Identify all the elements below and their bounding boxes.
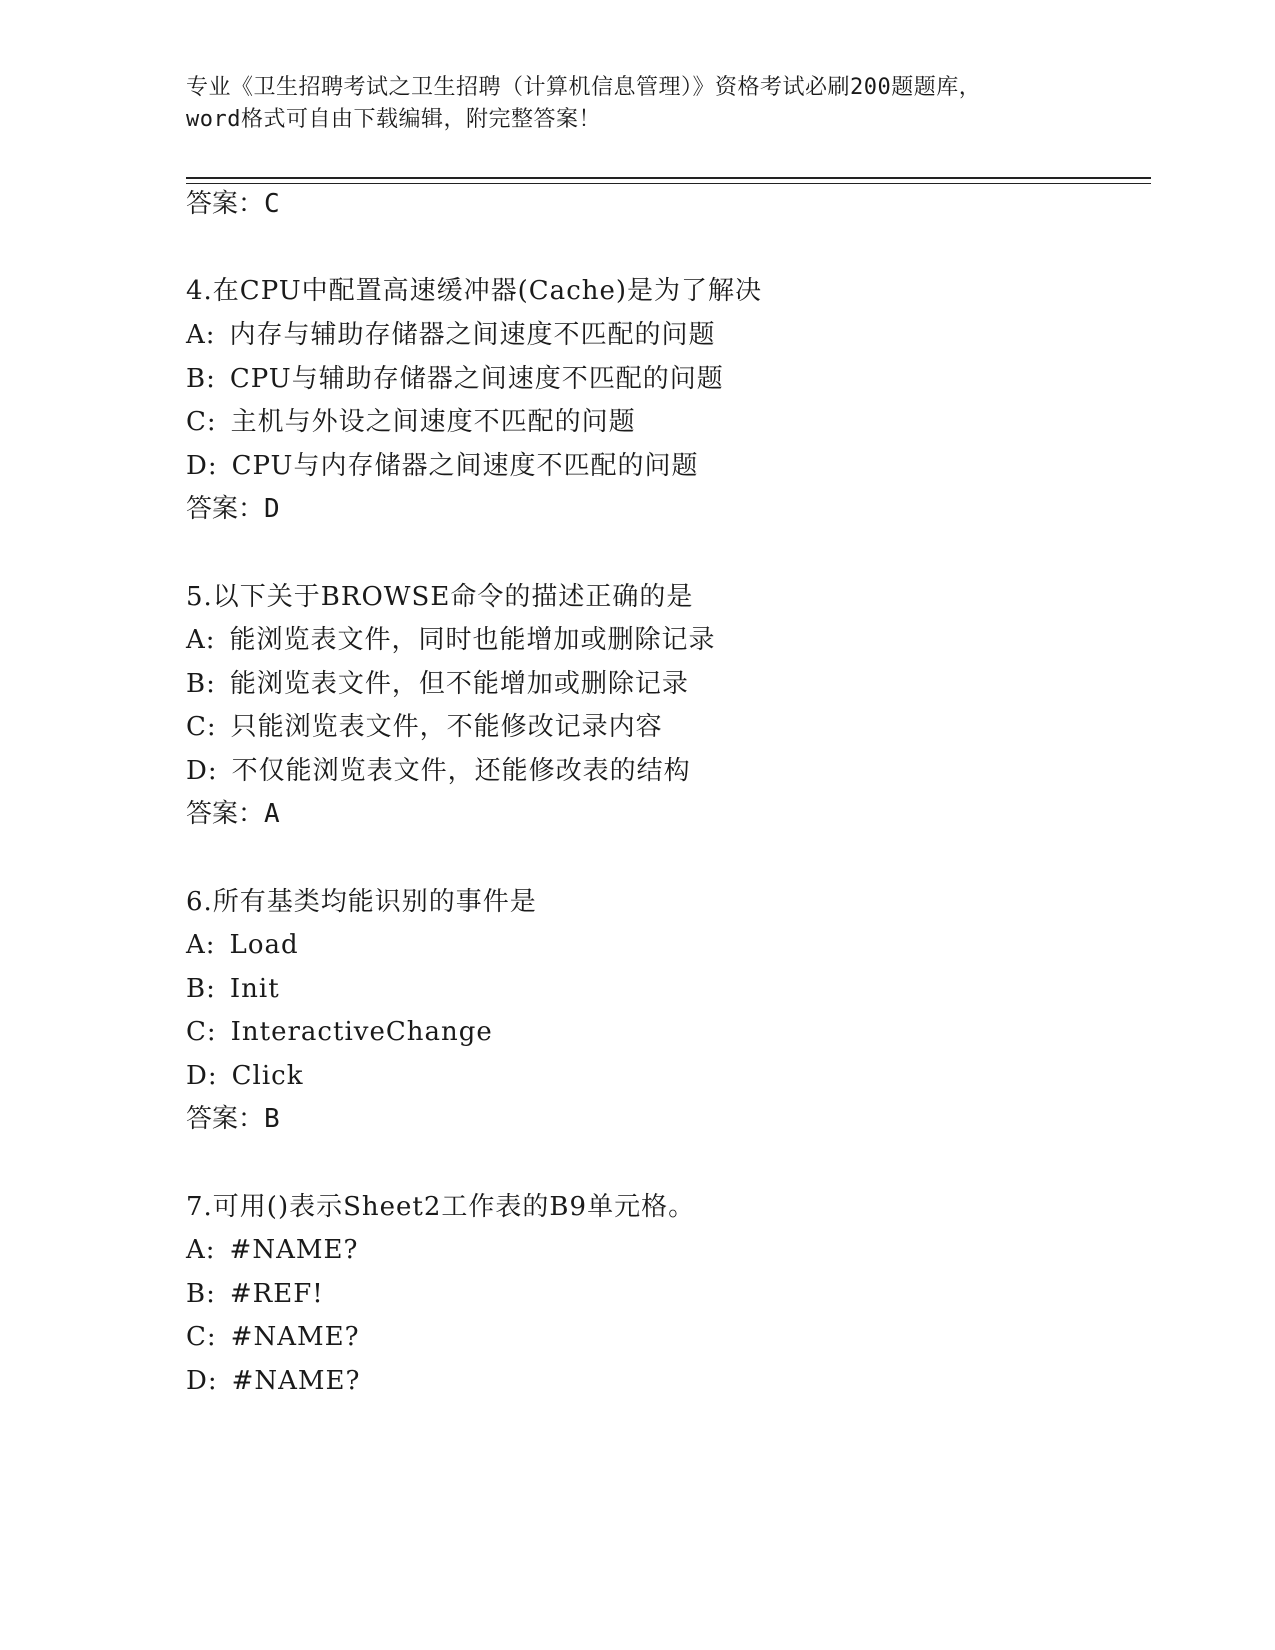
question-5-option-a	[186, 622, 716, 658]
option-letter: D:	[186, 1366, 218, 1396]
option-letter: D:	[186, 1061, 218, 1091]
document-header	[186, 72, 1086, 136]
answer-q5: 答案：A	[186, 799, 280, 829]
option-text: CPU与内存储器之间速度不匹配的问题	[231, 451, 699, 481]
header-divider-thin	[186, 183, 1151, 184]
option-letter: A:	[186, 320, 216, 350]
option-letter: D:	[186, 756, 218, 786]
option-letter: D:	[186, 451, 218, 481]
option-text: Init	[229, 974, 280, 1004]
option-text: 内存与辅助存储器之间速度不匹配的问题	[229, 320, 716, 350]
option-text: Click	[231, 1061, 304, 1091]
option-text: 主机与外设之间速度不匹配的问题	[230, 407, 636, 437]
option-letter: C:	[186, 712, 217, 742]
header-divider-thick	[186, 177, 1151, 179]
question-7-option-b	[186, 1276, 324, 1312]
question-5-option-d	[186, 753, 691, 789]
option-letter: B:	[186, 1279, 216, 1309]
option-text: InteractiveChange	[230, 1017, 493, 1047]
option-letter: C:	[186, 1017, 217, 1047]
question-6-option-b	[186, 971, 280, 1007]
option-letter: A:	[186, 930, 216, 960]
answer-q4: 答案：D	[186, 494, 280, 524]
option-letter: C:	[186, 1322, 217, 1352]
question-4-stem: 4.在CPU中配置高速缓冲器(Cache)是为了解决	[186, 276, 763, 306]
option-letter: A:	[186, 625, 216, 655]
header-line-1: 专业《卫生招聘考试之卫生招聘（计算机信息管理）》资格考试必刷200题题库，	[186, 75, 982, 100]
option-text: #REF!	[229, 1279, 324, 1309]
question-5-option-b	[186, 666, 689, 702]
question-5-stem: 5.以下关于BROWSE命令的描述正确的是	[186, 582, 694, 612]
question-4-option-d	[186, 448, 698, 484]
option-text: #NAME?	[231, 1366, 361, 1396]
question-4-option-c	[186, 404, 636, 440]
question-4-option-a	[186, 317, 716, 353]
option-text: #NAME?	[230, 1322, 360, 1352]
answer-q6: 答案：B	[186, 1104, 280, 1134]
header-line-2: word格式可自由下载编辑，附完整答案！	[186, 107, 601, 132]
question-6-option-d	[186, 1058, 303, 1094]
option-text: #NAME?	[229, 1235, 359, 1265]
option-letter: B:	[186, 364, 216, 394]
question-7-stem: 7.可用()表示Sheet2工作表的B9单元格。	[186, 1192, 696, 1222]
option-text: 能浏览表文件，同时也能增加或删除记录	[229, 625, 716, 655]
option-text: CPU与辅助存储器之间速度不匹配的问题	[229, 364, 724, 394]
question-6-stem: 6.所有基类均能识别的事件是	[186, 887, 537, 917]
question-6-option-a	[186, 927, 299, 963]
question-7-option-c	[186, 1319, 360, 1355]
option-text: 不仅能浏览表文件，还能修改表的结构	[231, 756, 691, 786]
option-text: 只能浏览表文件，不能修改记录内容	[230, 712, 663, 742]
question-5-option-c	[186, 709, 663, 745]
option-text: 能浏览表文件，但不能增加或删除记录	[229, 669, 689, 699]
answer-q3: 答案：C	[186, 189, 280, 219]
question-7-option-d	[186, 1363, 360, 1399]
question-7-option-a	[186, 1232, 358, 1268]
option-letter: C:	[186, 407, 217, 437]
option-letter: B:	[186, 669, 216, 699]
question-4-option-b	[186, 361, 724, 397]
option-text: Load	[229, 930, 299, 960]
question-6-option-c	[186, 1014, 493, 1050]
option-letter: B:	[186, 974, 216, 1004]
option-letter: A:	[186, 1235, 216, 1265]
